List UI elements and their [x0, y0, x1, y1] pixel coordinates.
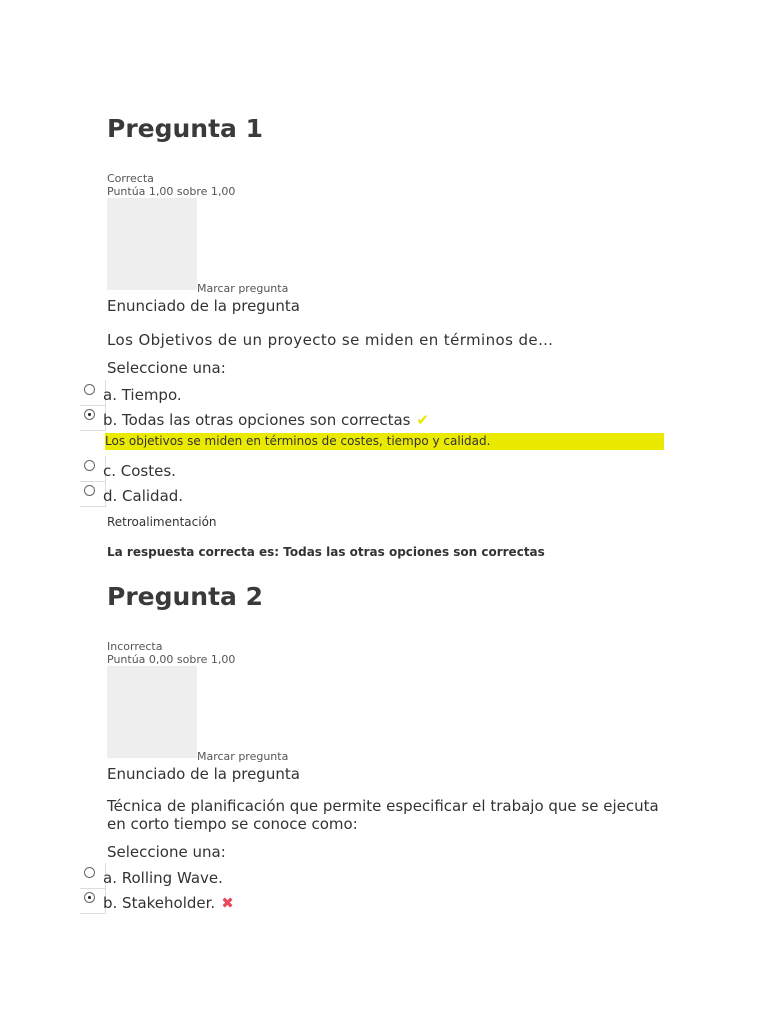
flag-icon[interactable] [107, 666, 197, 758]
option-label[interactable]: a. Rolling Wave. [103, 869, 223, 887]
question-score: Puntúa 1,00 sobre 1,00 [107, 185, 236, 198]
question-2 [103, 582, 667, 919]
answer-option-b[interactable] [103, 411, 667, 433]
question-status: Correcta [107, 172, 154, 185]
check-icon: ✔ [416, 411, 430, 429]
question-text: Técnica de planificación que permite especificar el trabajo que se ejecuta en corto tiempo se conoce como: [107, 797, 659, 833]
option-label[interactable]: d. Calidad. [103, 487, 184, 505]
flag-question[interactable] [107, 198, 667, 293]
radio-dot-icon [88, 896, 91, 899]
radio-circle-icon[interactable] [84, 460, 95, 471]
flag-question[interactable] [107, 666, 667, 761]
option-label-wrapper[interactable] [103, 411, 429, 429]
answer-option-b[interactable] [103, 894, 667, 919]
flag-question-label[interactable]: Marcar pregunta [197, 282, 289, 295]
feedback-heading: Retroalimentación [107, 515, 217, 529]
flag-icon[interactable] [107, 198, 197, 290]
cross-icon: ✖ [221, 894, 234, 912]
select-prompt: Seleccione una: [107, 359, 226, 377]
radio-dot-icon [88, 413, 91, 416]
answer-option-a[interactable] [103, 869, 667, 894]
question-heading: Enunciado de la pregunta [107, 765, 300, 783]
flag-question-label[interactable]: Marcar pregunta [197, 750, 289, 763]
radio-circle-icon[interactable] [84, 384, 95, 395]
option-label-wrapper[interactable] [103, 894, 234, 912]
correct-answer: La respuesta correcta es: Todas las otras opciones son correctas [107, 545, 545, 559]
answer-option-c[interactable] [103, 462, 667, 487]
option-label[interactable]: b. Todas las otras opciones son correctas [103, 411, 411, 429]
option-feedback: Los objetivos se miden en términos de costes, tiempo y calidad. [105, 433, 664, 450]
question-heading: Enunciado de la pregunta [107, 297, 300, 315]
radio-circle-icon[interactable] [84, 867, 95, 878]
radio-circle-icon[interactable] [84, 409, 95, 420]
question-text: Los Objetivos de un proyecto se miden en términos de… [107, 331, 554, 349]
question-1 [103, 114, 667, 560]
option-label[interactable]: b. Stakeholder. [103, 894, 216, 912]
answer-option-a[interactable] [103, 386, 667, 411]
question-status: Incorrecta [107, 640, 163, 653]
question-title: Pregunta 1 [107, 114, 264, 143]
question-score: Puntúa 0,00 sobre 1,00 [107, 653, 236, 666]
answer-option-d[interactable] [103, 487, 667, 509]
select-prompt: Seleccione una: [107, 843, 226, 861]
radio-circle-icon[interactable] [84, 892, 95, 903]
question-title: Pregunta 2 [107, 582, 264, 611]
option-label[interactable]: c. Costes. [103, 462, 176, 480]
radio-circle-icon[interactable] [84, 485, 95, 496]
option-label[interactable]: a. Tiempo. [103, 386, 182, 404]
